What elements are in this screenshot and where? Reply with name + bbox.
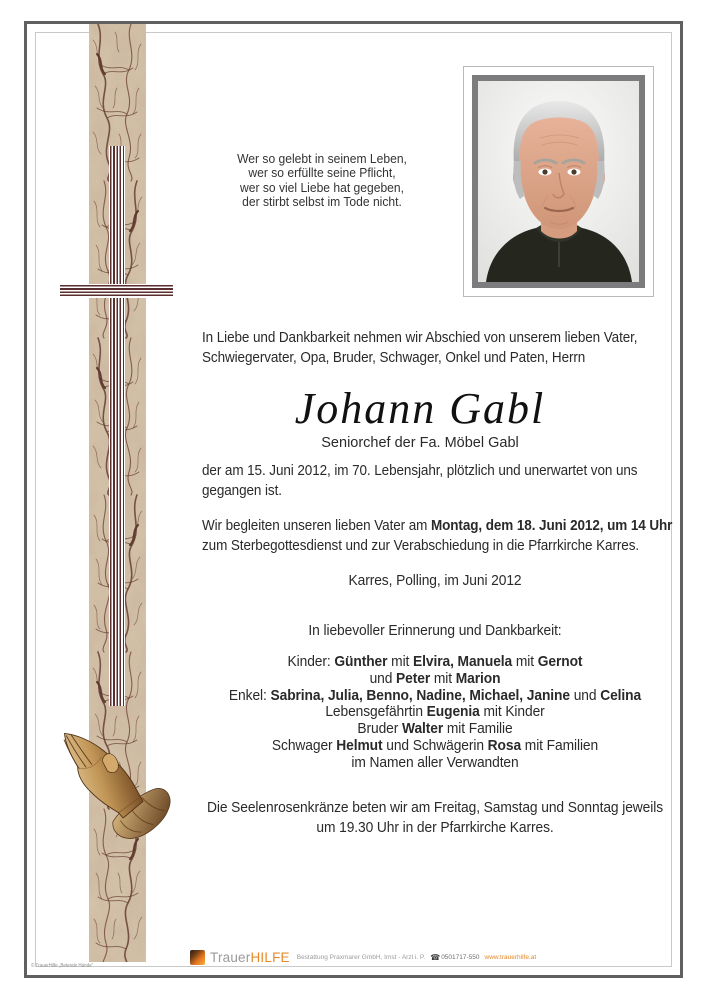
memorial-poem: Wer so gelebt in seinem Leben, wer so erfüllte seine Pflicht, wer so viel Liebe hat gegeben, der stirbt selbst im Tode nicht. [237,151,407,210]
funeral-home-brand [210,950,290,965]
intro-paragraph: In Liebe und Dankbarkeit nehmen wir Abschied von unserem lieben Vater, Schwiegervater, Opa, Bruder, Schwager, Onkel und Paten, Herrn [202,329,638,366]
memorial-cross-vertical-bar [109,146,125,706]
portrait-photo [472,75,645,288]
deceased-name-block [170,386,670,451]
trauerhilfe-logo-icon [190,950,205,965]
deceased-role: Seniorchef der Fa. Möbel Gabl [321,435,519,451]
funeral-home-phone [430,953,479,962]
brand-orange-part: HILFE [250,949,290,965]
deceased-name: Johann Gabl [294,384,546,433]
funeral-home-footer [190,949,536,965]
portrait-photo-frame [463,66,654,297]
image-credit: © TrauerHilfe „Betende Hände“ [31,963,94,969]
memorial-cross-horizontal-bar [60,284,173,298]
funeral-notice-paragraph: Wir begleiten unseren lieben Vater am Montag, dem 18. Juni 2012, um 14 Uhr zum Sterbegottesdienst und zur Verabschiedung in die Pfarrkirche Karres. [202,517,673,554]
funeral-home-website: www.trauerhilfe.at [484,953,537,961]
death-notice-paragraph: der am 15. Juni 2012, im 70. Lebensjahr, plötzlich und unerwartet von uns gegangen ist. [202,462,638,499]
dateline: Karres, Polling, im Juni 2012 [348,572,522,589]
praying-hands-drawing [45,712,187,844]
brand-gray-part: Trauer [210,949,251,965]
remembrance-heading: In liebevoller Erinnerung und Dankbarkeit: [308,622,562,639]
praying-hands-image [45,712,187,844]
phone-icon: ☎ [430,952,441,962]
funeral-home-info: Bestattung Praxmarer GmbH, Imst - Arzl i. P. [296,953,426,961]
phone-number: 0501717-550 [441,953,480,961]
family-list: Kinder: Günther mit Elvira, Manuela mit Gernot und Peter mit Marion Enkel: Sabrina, Julia, Benno, Nadine, Michael, Janine und Celina Lebensgefährtin Eugenia mit Kinder Bruder Walter mit Familie Schwager Helmut und Schwägerin Rosa mit Familien im Namen aller Verwandten [228,653,642,771]
portrait-illustration [478,81,639,282]
parte-card [24,21,683,978]
rosary-notice: Die Seelenrosenkränze beten wir am Freitag, Samstag und Sonntag jeweils um 19.30 Uhr in der Pfarrkirche Karres. [206,799,664,836]
